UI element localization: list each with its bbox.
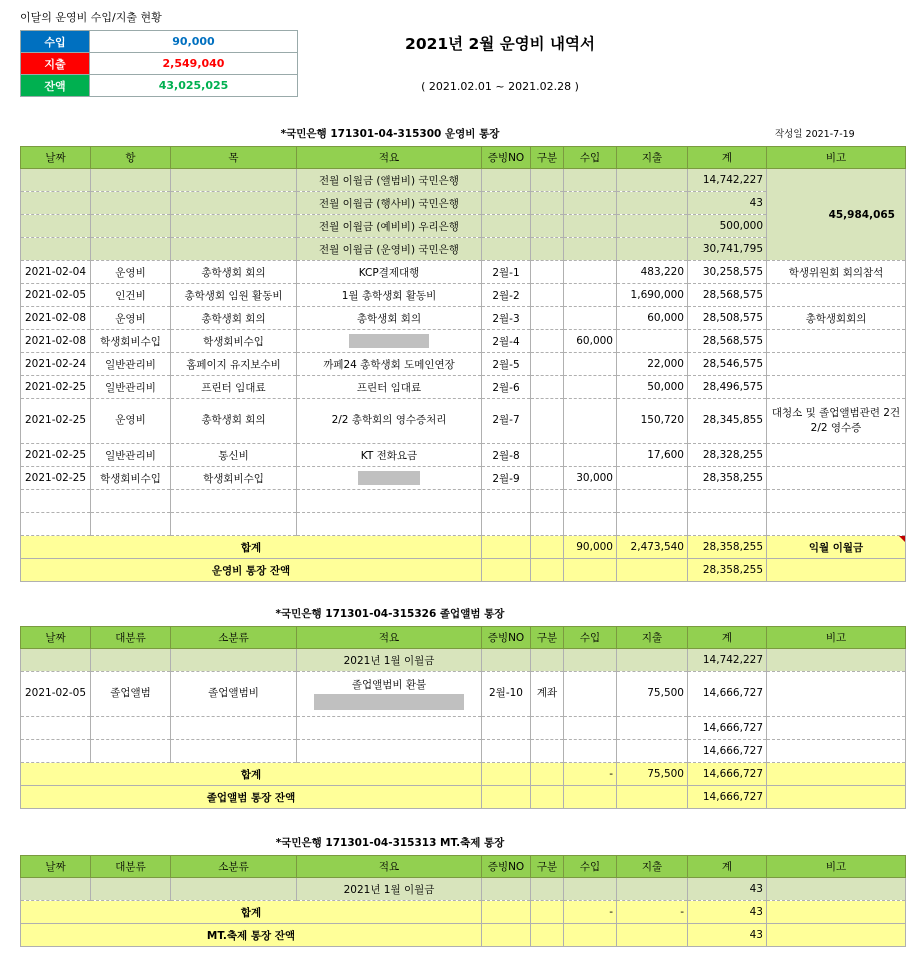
cell-type: 계좌	[531, 672, 564, 717]
header-total: 계	[688, 856, 767, 878]
cell-item: 운영비	[91, 399, 171, 444]
cell-note	[767, 672, 906, 717]
carry-sum: 45,984,065	[767, 169, 906, 261]
header-total: 계	[688, 627, 767, 649]
sum-label: 합계	[21, 763, 482, 786]
carry-total: 43	[688, 192, 767, 215]
table-row	[21, 717, 906, 740]
summary-table	[20, 30, 298, 97]
cell-type	[531, 376, 564, 399]
summary-value-income: 90,000	[90, 31, 298, 53]
balance-label: 졸업앨범 통장 잔액	[21, 786, 482, 809]
cell-date: 2021-02-25	[21, 399, 91, 444]
cell-type	[531, 399, 564, 444]
cell-type	[531, 307, 564, 330]
empty-row	[21, 513, 906, 536]
header-type: 구분	[531, 627, 564, 649]
sum-income: 90,000	[564, 536, 617, 559]
cell-date: 2021-02-08	[21, 330, 91, 353]
cell-subitem: 통신비	[171, 444, 297, 467]
cell-total: 28,568,575	[688, 284, 767, 307]
cell-expense: 483,220	[617, 261, 688, 284]
cell-item: 일반관리비	[91, 353, 171, 376]
cell-type	[531, 467, 564, 490]
cell-type	[531, 353, 564, 376]
summary-row-balance	[21, 75, 298, 97]
header-expense: 지출	[617, 147, 688, 169]
cell-note	[767, 284, 906, 307]
cell-no: 2월-4	[482, 330, 531, 353]
table-row	[21, 467, 906, 490]
header-receipt-no: 증빙NO	[482, 147, 531, 169]
document-period: ( 2021.02.01 ~ 2021.02.28 )	[421, 80, 579, 93]
cell-desc: 프린터 임대료	[297, 376, 482, 399]
header-subcategory: 소분류	[171, 856, 297, 878]
sum-total: 28,358,255	[688, 536, 767, 559]
cell-expense: 22,000	[617, 353, 688, 376]
balance-row	[21, 924, 906, 947]
sum-label: 합계	[21, 901, 482, 924]
cell-income	[564, 307, 617, 330]
header-description: 적요	[297, 147, 482, 169]
balance-value: 14,666,727	[688, 786, 767, 809]
cell-desc: KT 전화요금	[297, 444, 482, 467]
empty-row	[21, 490, 906, 513]
desc-text: 졸업앨범비 환불	[351, 679, 427, 692]
cell-no: 2월-3	[482, 307, 531, 330]
balance-value: 43	[688, 924, 767, 947]
carry-total: 14,742,227	[688, 649, 767, 672]
cell-total: 28,345,855	[688, 399, 767, 444]
cell-expense: 60,000	[617, 307, 688, 330]
cell-note: 총학생회회의	[767, 307, 906, 330]
cell-note	[767, 376, 906, 399]
table-row	[21, 261, 906, 284]
cell-item: 운영비	[91, 307, 171, 330]
cell-subitem: 프린터 임대료	[171, 376, 297, 399]
section1-title: *국민은행 171301-04-315300 운영비 통장	[280, 128, 500, 140]
carry-total: 500,000	[688, 215, 767, 238]
cell-no: 2월-6	[482, 376, 531, 399]
cell-no: 2월-1	[482, 261, 531, 284]
header-expense: 지출	[617, 627, 688, 649]
sum-expense: 75,500	[617, 763, 688, 786]
table-row	[21, 376, 906, 399]
balance-label: 운영비 통장 잔액	[21, 559, 482, 582]
cell-date: 2021-02-05	[21, 672, 91, 717]
header-date: 날짜	[21, 147, 91, 169]
cell-subitem: 학생회비수입	[171, 330, 297, 353]
cell-total: 28,568,575	[688, 330, 767, 353]
cell-type	[531, 284, 564, 307]
summary-value-balance: 43,025,025	[90, 75, 298, 97]
summary-label-expense: 지출	[21, 53, 90, 75]
cell-desc: 1월 총학생회 활동비	[297, 284, 482, 307]
summary-label-balance: 잔액	[21, 75, 90, 97]
written-date: 작성일 2021-7-19	[775, 129, 855, 140]
cell-item: 운영비	[91, 261, 171, 284]
cell-income	[564, 284, 617, 307]
sum-label: 합계	[21, 536, 482, 559]
summary-value-expense: 2,549,040	[90, 53, 298, 75]
cell-income: 60,000	[564, 330, 617, 353]
sum-income: -	[564, 901, 617, 924]
cell-note	[767, 353, 906, 376]
cell-note	[767, 444, 906, 467]
carry-row	[21, 878, 906, 901]
cell-item: 일반관리비	[91, 376, 171, 399]
cell-date: 2021-02-05	[21, 284, 91, 307]
summary-row-expense	[21, 53, 298, 75]
cell-subitem: 홈페이지 유지보수비	[171, 353, 297, 376]
cell-note	[767, 467, 906, 490]
header-expense: 지출	[617, 856, 688, 878]
table-row	[21, 444, 906, 467]
header-total: 계	[688, 147, 767, 169]
cell-date: 2021-02-25	[21, 467, 91, 490]
cell-no: 2월-5	[482, 353, 531, 376]
cell-income	[564, 444, 617, 467]
header-description: 적요	[297, 856, 482, 878]
cell-total: 30,258,575	[688, 261, 767, 284]
cell-total: 28,508,575	[688, 307, 767, 330]
cell-income	[564, 376, 617, 399]
cell-income: 30,000	[564, 467, 617, 490]
cell-desc: KCP결제대행	[297, 261, 482, 284]
header-note: 비고	[767, 856, 906, 878]
table-header	[21, 856, 906, 878]
summary-title: 이달의 운영비 수입/지출 현황	[20, 11, 162, 24]
table-row	[21, 740, 906, 763]
cell-desc	[297, 467, 482, 490]
cell-date: 2021-02-25	[21, 444, 91, 467]
header-income: 수입	[564, 627, 617, 649]
cell-subitem: 학생회비수입	[171, 467, 297, 490]
cell-total: 14,666,727	[688, 672, 767, 717]
table-row	[21, 399, 906, 444]
carry-total: 43	[688, 878, 767, 901]
cell-expense: 1,690,000	[617, 284, 688, 307]
cell-total: 28,546,575	[688, 353, 767, 376]
sum-expense: 2,473,540	[617, 536, 688, 559]
cell-total: 14,666,727	[688, 717, 767, 740]
cell-expense	[617, 467, 688, 490]
cell-expense: 50,000	[617, 376, 688, 399]
cell-note: 대청소 및 졸업앨범관련 2건 2/2 영수증	[767, 399, 906, 444]
carry-desc: 전월 이월금 (행사비) 국민은행	[297, 192, 482, 215]
summary-row-income	[21, 31, 298, 53]
cell-item: 학생회비수입	[91, 467, 171, 490]
cell-note: 학생위원회 회의참석	[767, 261, 906, 284]
carry-desc: 2021년 1월 이월금	[297, 649, 482, 672]
cell-no: 2월-10	[482, 672, 531, 717]
table-row	[21, 284, 906, 307]
cell-total: 28,496,575	[688, 376, 767, 399]
balance-value: 28,358,255	[688, 559, 767, 582]
carry-row	[21, 649, 906, 672]
sum-row	[21, 763, 906, 786]
sum-total: 43	[688, 901, 767, 924]
header-receipt-no: 증빙NO	[482, 627, 531, 649]
sum-expense: -	[617, 901, 688, 924]
header-date: 날짜	[21, 627, 91, 649]
redacted-block	[349, 334, 429, 348]
header-type: 구분	[531, 147, 564, 169]
redacted-block	[358, 471, 420, 485]
cell-desc: 총학생회 회의	[297, 307, 482, 330]
balance-row	[21, 786, 906, 809]
header-income: 수입	[564, 856, 617, 878]
carry-total: 30,741,795	[688, 238, 767, 261]
table-row	[21, 307, 906, 330]
header-description: 적요	[297, 627, 482, 649]
cell-desc	[297, 330, 482, 353]
carry-desc: 전월 이월금 (운영비) 국민은행	[297, 238, 482, 261]
header-date: 날짜	[21, 856, 91, 878]
cell-no: 2월-7	[482, 399, 531, 444]
cell-subitem: 총학생회 회의	[171, 261, 297, 284]
table-row	[21, 330, 906, 353]
cell-no: 2월-2	[482, 284, 531, 307]
carry-total: 14,742,227	[688, 169, 767, 192]
section2-title: *국민은행 171301-04-315326 졸업앨범 통장	[275, 608, 505, 620]
redacted-block	[314, 694, 464, 710]
album-ledger-table	[20, 626, 906, 809]
header-note: 비고	[767, 627, 906, 649]
table-row	[21, 353, 906, 376]
cell-subitem: 총학생회 회의	[171, 399, 297, 444]
cell-category: 졸업앨범	[91, 672, 171, 717]
cell-type	[531, 261, 564, 284]
cell-desc: 까페24 총학생회 도메인연장	[297, 353, 482, 376]
mt-festival-ledger-table	[20, 855, 906, 947]
cell-income	[564, 399, 617, 444]
cell-date: 2021-02-04	[21, 261, 91, 284]
cell-total: 14,666,727	[688, 740, 767, 763]
cell-date: 2021-02-24	[21, 353, 91, 376]
header-subitem: 목	[171, 147, 297, 169]
cell-desc: 2/2 총학회의 영수증처리	[297, 399, 482, 444]
cell-subitem: 총학생회 임원 활동비	[171, 284, 297, 307]
cell-subcategory: 졸업앨범비	[171, 672, 297, 717]
header-subcategory: 소분류	[171, 627, 297, 649]
cell-total: 28,358,255	[688, 467, 767, 490]
cell-item: 학생회비수입	[91, 330, 171, 353]
cell-income	[564, 261, 617, 284]
sum-row	[21, 536, 906, 559]
cell-item: 일반관리비	[91, 444, 171, 467]
header-item: 항	[91, 147, 171, 169]
balance-row	[21, 559, 906, 582]
cell-expense	[617, 330, 688, 353]
header-income: 수입	[564, 147, 617, 169]
carry-row	[21, 169, 906, 192]
sum-note: 익월 이월금	[767, 536, 906, 559]
cell-income	[564, 672, 617, 717]
cell-expense: 150,720	[617, 399, 688, 444]
header-type: 구분	[531, 856, 564, 878]
balance-label: MT.축제 통장 잔액	[21, 924, 482, 947]
sum-row	[21, 901, 906, 924]
carry-desc: 2021년 1월 이월금	[297, 878, 482, 901]
sum-total: 14,666,727	[688, 763, 767, 786]
cell-expense: 17,600	[617, 444, 688, 467]
header-category: 대분류	[91, 856, 171, 878]
cell-date: 2021-02-08	[21, 307, 91, 330]
cell-type	[531, 330, 564, 353]
cell-subitem: 총학생회 회의	[171, 307, 297, 330]
cell-no: 2월-9	[482, 467, 531, 490]
table-row	[21, 672, 906, 717]
cell-type	[531, 444, 564, 467]
header-note: 비고	[767, 147, 906, 169]
header-receipt-no: 증빙NO	[482, 856, 531, 878]
cell-item: 인건비	[91, 284, 171, 307]
operating-ledger-table	[20, 146, 906, 582]
carry-desc: 전월 이월금 (앨범비) 국민은행	[297, 169, 482, 192]
cell-note	[767, 330, 906, 353]
section3-title: *국민은행 171301-04-315313 MT.축제 통장	[275, 837, 505, 849]
table-header	[21, 147, 906, 169]
summary-label-income: 수입	[21, 31, 90, 53]
cell-expense: 75,500	[617, 672, 688, 717]
document-title: 2021년 2월 운영비 내역서	[405, 35, 595, 53]
sum-income: -	[564, 763, 617, 786]
table-header	[21, 627, 906, 649]
carry-desc: 전월 이월금 (예비비) 우리은행	[297, 215, 482, 238]
cell-total: 28,328,255	[688, 444, 767, 467]
cell-income	[564, 353, 617, 376]
cell-no: 2월-8	[482, 444, 531, 467]
header-category: 대분류	[91, 627, 171, 649]
cell-desc	[297, 672, 482, 717]
cell-date: 2021-02-25	[21, 376, 91, 399]
